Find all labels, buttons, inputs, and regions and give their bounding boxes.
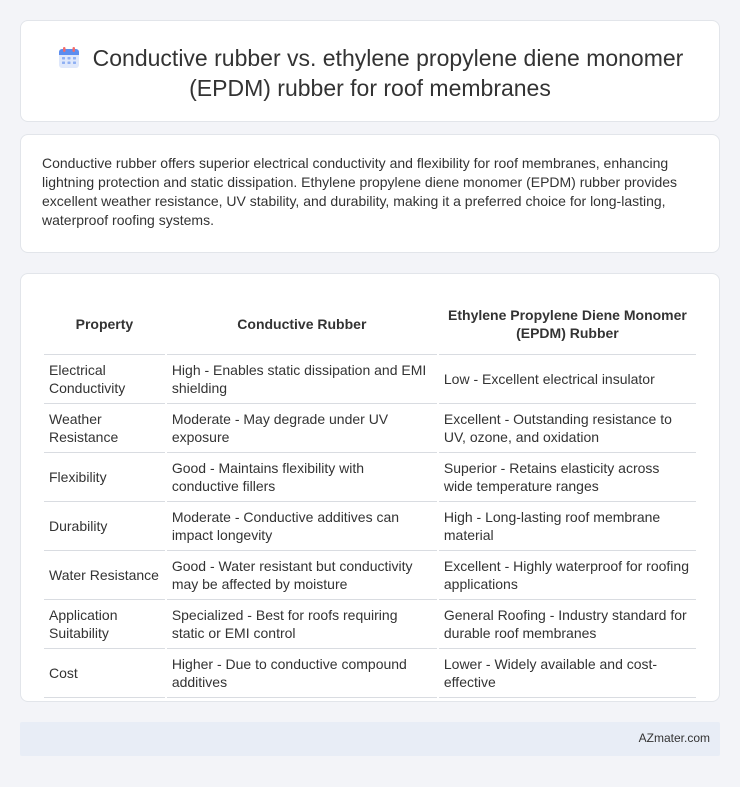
property-cell: Flexibility — [44, 453, 165, 502]
page-title-text: Conductive rubber vs. ethylene propylene diene monomer (EPDM) rubber for roof membranes — [92, 45, 684, 101]
footer-brand: AZmater.com — [638, 731, 710, 745]
conductive-cell: Good - Maintains flexibility with conductive fillers — [167, 453, 437, 502]
property-cell: Durability — [44, 502, 165, 551]
conductive-cell: Good - Water resistant but conductivity may be affected by moisture — [167, 551, 437, 600]
conductive-cell: Specialized - Best for roofs requiring static or EMI control — [167, 600, 437, 649]
property-cell: Electrical Conductivity — [44, 355, 165, 404]
property-cell: Water Resistance — [44, 551, 165, 600]
calendar-icon — [57, 46, 81, 70]
epdm-cell: General Roofing - Industry standard for durable roof membranes — [439, 600, 696, 649]
conductive-cell: Moderate - May degrade under UV exposure — [167, 404, 437, 453]
table-header-row — [44, 294, 696, 355]
epdm-cell: Excellent - Highly waterproof for roofing applications — [439, 551, 696, 600]
epdm-cell: Excellent - Outstanding resistance to UV, ozone, and oxidation — [439, 404, 696, 453]
header-conductive-rubber: Conductive Rubber — [167, 294, 437, 355]
table-row — [44, 649, 696, 698]
header-property: Property — [44, 294, 165, 355]
epdm-cell: Low - Excellent electrical insulator — [439, 355, 696, 404]
intro-card — [20, 134, 720, 253]
comparison-table — [42, 294, 698, 698]
table-row — [44, 453, 696, 502]
page-title — [21, 43, 719, 103]
title-card — [20, 20, 720, 122]
table-row — [44, 502, 696, 551]
header-epdm-rubber: Ethylene Propylene Diene Monomer (EPDM) Rubber — [439, 294, 696, 355]
epdm-cell: High - Long-lasting roof membrane material — [439, 502, 696, 551]
conductive-cell: Moderate - Conductive additives can impact longevity — [167, 502, 437, 551]
footer-bar — [20, 722, 720, 756]
table-row — [44, 551, 696, 600]
table-row — [44, 355, 696, 404]
property-cell: Cost — [44, 649, 165, 698]
conductive-cell: Higher - Due to conductive compound additives — [167, 649, 437, 698]
epdm-cell: Lower - Widely available and cost-effective — [439, 649, 696, 698]
epdm-cell: Superior - Retains elasticity across wide temperature ranges — [439, 453, 696, 502]
comparison-table-card — [20, 273, 720, 702]
conductive-cell: High - Enables static dissipation and EMI shielding — [167, 355, 437, 404]
property-cell: Weather Resistance — [44, 404, 165, 453]
intro-paragraph: Conductive rubber offers superior electrical conductivity and flexibility for roof membranes, enhancing lightning protection and static dissipation. Ethylene propylene diene monomer (EPDM) rubber provides excellent weather resistance, UV stability, and durability, making it a preferred choice for long-lasting, waterproof roofing systems. — [42, 155, 678, 228]
table-row — [44, 404, 696, 453]
table-row — [44, 600, 696, 649]
property-cell: Application Suitability — [44, 600, 165, 649]
